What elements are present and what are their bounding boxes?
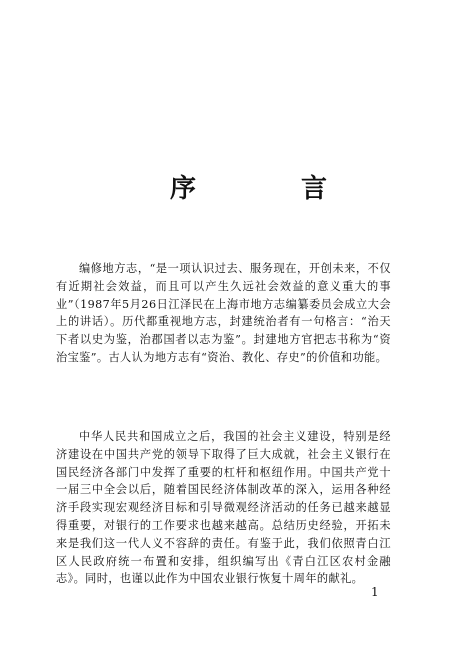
page-number: 1 bbox=[371, 585, 379, 599]
paragraph-2: 中华人民共和国成立之后，我国的社会主义建设，特别是经济建设在中国共产党的领导下取得了巨大成就，社会主义银行在国民经济各部门中发挥了重要的杠杆和枢纽作用。中国共产党十一届三中全会以后，随着国民经济体制改革的深入，运用各种经济手段实现宏观经济目标和引导微观经济活动的任务已越来越显得重要，对银行的工作要求也越来越高。总结历史经验，开拓未来是我们这一代人义不容辞的责任。有鉴于此，我们依照青白江区人民政府统一布置和安排，组织编写出《青白江区农村金融志》。同时，也谨以此作为中国农业银行恢复十周年的献礼。 bbox=[56, 430, 391, 586]
paragraph-1: 编修地方志，“是一项认识过去、服务现在，开创未来，不仅有近期社会效益，而且可以产生久远社会效益的意义重大的事业”（1987年5月26日江泽民在上海市地方志编纂委员会成立大会上的讲话）。历代都重视地方志，封建统治者有一句格言：“治天下者以史为鉴，治郡国者以志为鉴”。封建地方官把志书称为“资治宝鉴”。古人认为地方志有“资治、教化、存史”的价值和功能。 bbox=[56, 262, 391, 364]
page-title: 序 言 bbox=[170, 174, 376, 204]
